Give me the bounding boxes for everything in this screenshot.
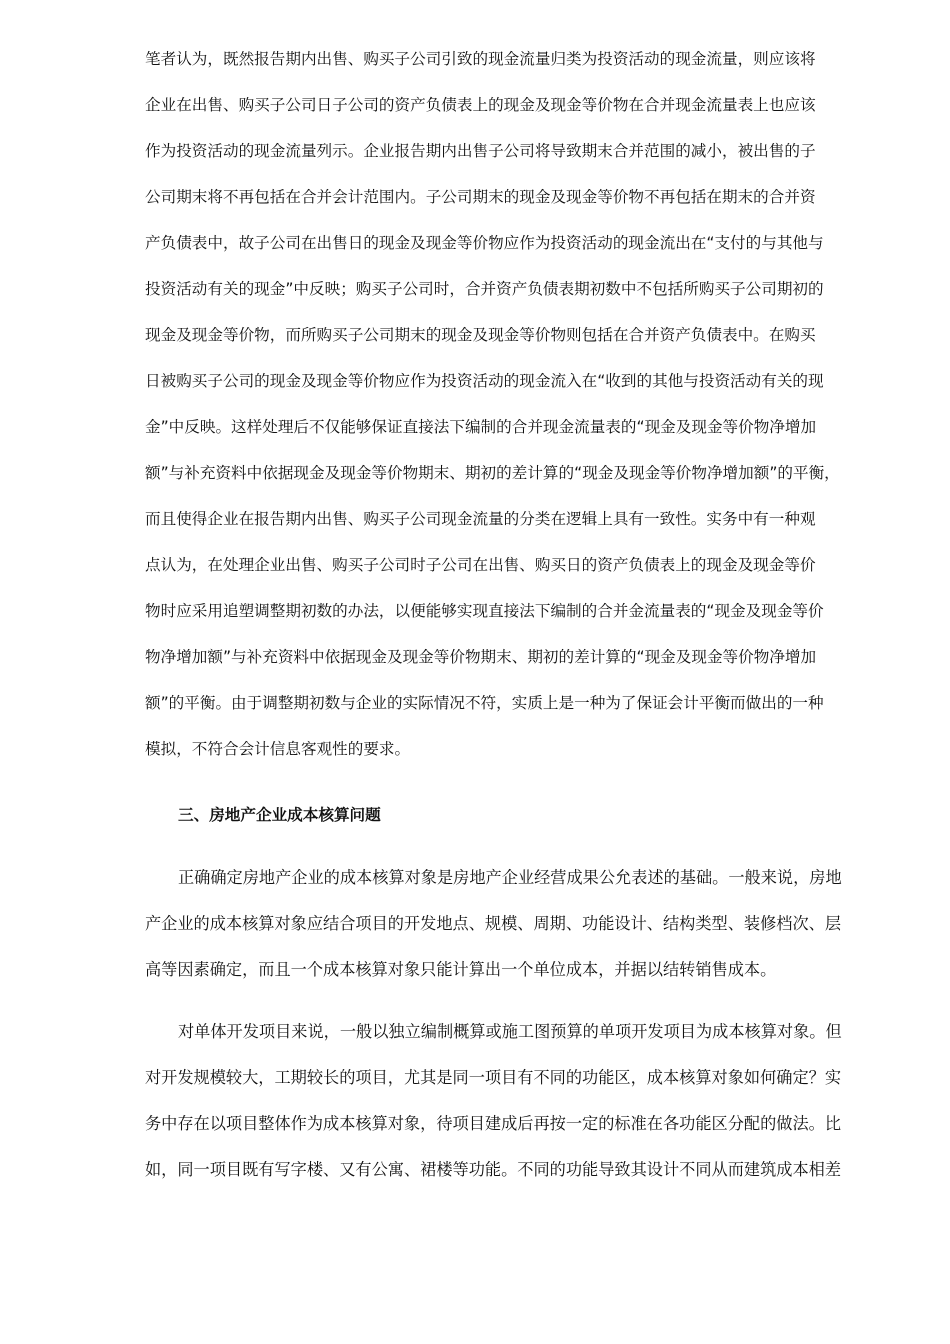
paragraph-line: 对单体开发项目来说，一般以独立编制概算或施工图预算的单项开发项目为成本核算对象。但 [178, 1022, 842, 1041]
paragraph-line: 企业在出售、购买子公司日子公司的资产负债表上的现金及现金等价物在合并现金流量表上也应该 [145, 96, 816, 114]
paragraph-line: 日被购买子公司的现金及现金等价物应作为投资活动的现金流入在“收到的其他与投资活动有关的现 [145, 372, 824, 390]
paragraph-line: 笔者认为，既然报告期内出售、购买子公司引致的现金流量归类为投资活动的现金流量，则应该将 [145, 50, 816, 68]
paragraph-line: 作为投资活动的现金流量列示。企业报告期内出售子公司将导致期末合并范围的减小，被出售的子 [145, 142, 816, 160]
paragraph-line: 额”的平衡。由于调整期初数与企业的实际情况不符，实质上是一种为了保证会计平衡而做出的一种 [145, 694, 824, 712]
paragraph-line: 产负债表中，故子公司在出售日的现金及现金等价物应作为投资活动的现金流出在“支付的与其他与 [145, 234, 824, 252]
paragraph-line: 额”与补充资料中依据现金及现金等价物期末、期初的差计算的“现金及现金等价物净增加额”的平衡， [145, 464, 840, 482]
paragraph-line: 点认为，在处理企业出售、购买子公司时子公司在出售、购买日的资产负债表上的现金及现金等价 [145, 556, 816, 574]
paragraph-line: 物净增加额”与补充资料中依据现金及现金等价物期末、期初的差计算的“现金及现金等价物净增加 [145, 648, 817, 666]
paragraph-line: 对开发规模较大，工期较长的项目，尤其是同一项目有不同的功能区，成本核算对象如何确定？实 [145, 1068, 842, 1087]
paragraph-line: 如，同一项目既有写字楼、又有公寓、裙楼等功能。不同的功能导致其设计不同从而建筑成本相差 [145, 1160, 842, 1179]
paragraph-line: 金”中反映。这样处理后不仅能够保证直接法下编制的合并现金流量表的“现金及现金等价物净增加 [145, 418, 817, 436]
paragraph-line: 务中存在以项目整体作为成本核算对象，待项目建成后再按一定的标准在各功能区分配的做法。比 [145, 1114, 842, 1133]
section-heading: 三、房地产企业成本核算问题 [178, 806, 381, 824]
paragraph-line: 投资活动有关的现金”中反映；购买子公司时，合并资产负债表期初数中不包括所购买子公司期初的 [145, 280, 824, 298]
paragraph-line: 物时应采用追塑调整期初数的办法，以便能够实现直接法下编制的合并金流量表的“现金及现金等价 [145, 602, 824, 620]
paragraph-line: 模拟，不符合会计信息客观性的要求。 [145, 740, 411, 758]
paragraph-line: 公司期末将不再包括在合并会计范围内。子公司期末的现金及现金等价物不再包括在期末的合并资 [145, 188, 816, 206]
paragraph-line: 正确确定房地产企业的成本核算对象是房地产企业经营成果公允表述的基础。一般来说，房地 [178, 868, 842, 887]
paragraph-line: 现金及现金等价物，而所购买子公司期末的现金及现金等价物则包括在合并资产负债表中。在购买 [145, 326, 816, 344]
paragraph-line: 高等因素确定，而且一个成本核算对象只能计算出一个单位成本，并据以结转销售成本。 [145, 960, 777, 979]
paragraph-line: 产企业的成本核算对象应结合项目的开发地点、规模、周期、功能设计、结构类型、装修档次、层 [145, 914, 842, 933]
paragraph-line: 而且使得企业在报告期内出售、购买子公司现金流量的分类在逻辑上具有一致性。实务中有一种观 [145, 510, 816, 528]
